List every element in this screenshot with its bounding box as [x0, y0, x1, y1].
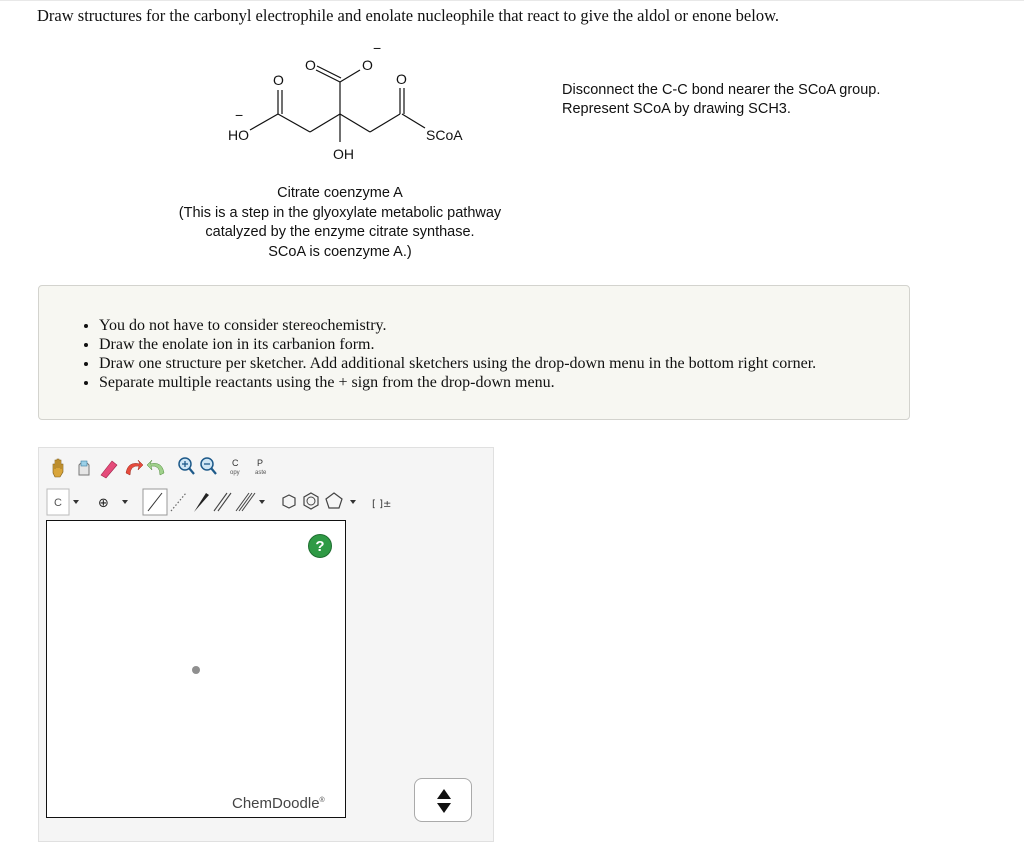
question-text: Draw structures for the carbonyl electrophile and enolate nucleophile that react to give the aldol or enone below.: [37, 6, 780, 25]
copy-label-bottom: opy: [230, 470, 240, 476]
redo-icon[interactable]: [146, 454, 168, 480]
instruction-item: • Draw one structure per sketcher. Add additional sketchers using the drop-down menu in the bottom right corner.: [99, 354, 909, 373]
label-o-top-right: O: [362, 57, 373, 73]
zoom-out-icon[interactable]: [201, 458, 216, 474]
pentagon-ring-tool[interactable]: [326, 493, 356, 508]
brackets-label: [ ]±: [372, 499, 392, 510]
label-o-top-left: O: [305, 57, 316, 73]
caption: [140, 184, 540, 262]
instructions-box: [38, 285, 910, 420]
zoom-in-icon[interactable]: [179, 458, 194, 474]
eraser-icon[interactable]: [98, 454, 120, 480]
hint-line-2: Represent SCoA by drawing SCH3.: [562, 101, 791, 117]
label-o-right: O: [396, 71, 407, 87]
charge-select[interactable]: [91, 489, 131, 515]
sketcher-add-menu-button[interactable]: [414, 778, 472, 822]
paste-label-top: P: [257, 458, 264, 468]
dashed-bond-tool[interactable]: [171, 493, 186, 511]
chemdoodle-brand-mark: ®: [319, 797, 325, 804]
caption-line-3: catalyzed by the enzyme citrate synthase.: [205, 224, 475, 240]
instruction-item: • You do not have to consider stereochemistry.: [99, 316, 909, 335]
label-minus-left: −: [235, 107, 244, 123]
label-oh: OH: [333, 146, 354, 162]
bond-dropdown-icon[interactable]: [259, 500, 265, 504]
label-scoa: SCoA: [426, 127, 463, 143]
instructions-list: [39, 316, 909, 392]
paste-label-bottom: aste: [255, 470, 267, 476]
chemdoodle-brand: [232, 795, 325, 812]
sketcher-toolbar-2: [46, 487, 406, 517]
instruction-item: • Draw the enolate ion in its carbanion form.: [99, 335, 909, 354]
instruction-item: • Separate multiple reactants using the + sign from the drop-down menu.: [99, 373, 909, 392]
lasso-icon[interactable]: [73, 454, 95, 480]
benzene-ring-tool[interactable]: [304, 493, 318, 509]
hint-text: [562, 81, 880, 119]
paste-button[interactable]: [252, 455, 274, 479]
up-down-arrows-icon: [415, 779, 473, 823]
charge-label: ⊕: [98, 496, 109, 511]
ring-dropdown-icon[interactable]: [350, 500, 356, 504]
label-minus-top: −: [373, 40, 382, 56]
element-select[interactable]: [47, 489, 79, 515]
top-divider: [0, 0, 1024, 1]
label-ho: HO: [228, 127, 249, 143]
label-o-left: O: [273, 72, 284, 88]
triple-bond-tool[interactable]: [236, 493, 265, 511]
undo-icon[interactable]: [122, 454, 144, 480]
single-bond-tool[interactable]: [143, 489, 167, 515]
citrate-coa-structure: [220, 38, 490, 173]
hint-line-1: Disconnect the C-C bond nearer the SCoA group.: [562, 82, 881, 98]
double-bond-tool[interactable]: [214, 493, 231, 511]
caption-line-4: SCoA is coenzyme A.): [268, 243, 412, 260]
canvas-dot-marker: [192, 666, 200, 674]
element-select-label: C: [54, 497, 62, 509]
copy-button[interactable]: [227, 455, 247, 479]
hand-icon[interactable]: [47, 454, 71, 480]
help-button[interactable]: ?: [308, 534, 332, 558]
brackets-tool[interactable]: [372, 499, 391, 510]
wedge-bond-tool[interactable]: [194, 493, 209, 512]
caption-line-1: Citrate coenzyme A: [277, 185, 403, 201]
sketcher-toolbar-1: [46, 453, 286, 483]
hexagon-ring-tool[interactable]: [283, 495, 295, 508]
element-dropdown-icon[interactable]: [73, 500, 79, 504]
copy-label-top: C: [232, 458, 239, 468]
chemdoodle-brand-text: ChemDoodle: [232, 795, 320, 812]
caption-line-2: (This is a step in the glyoxylate metabolic pathway: [178, 204, 502, 221]
